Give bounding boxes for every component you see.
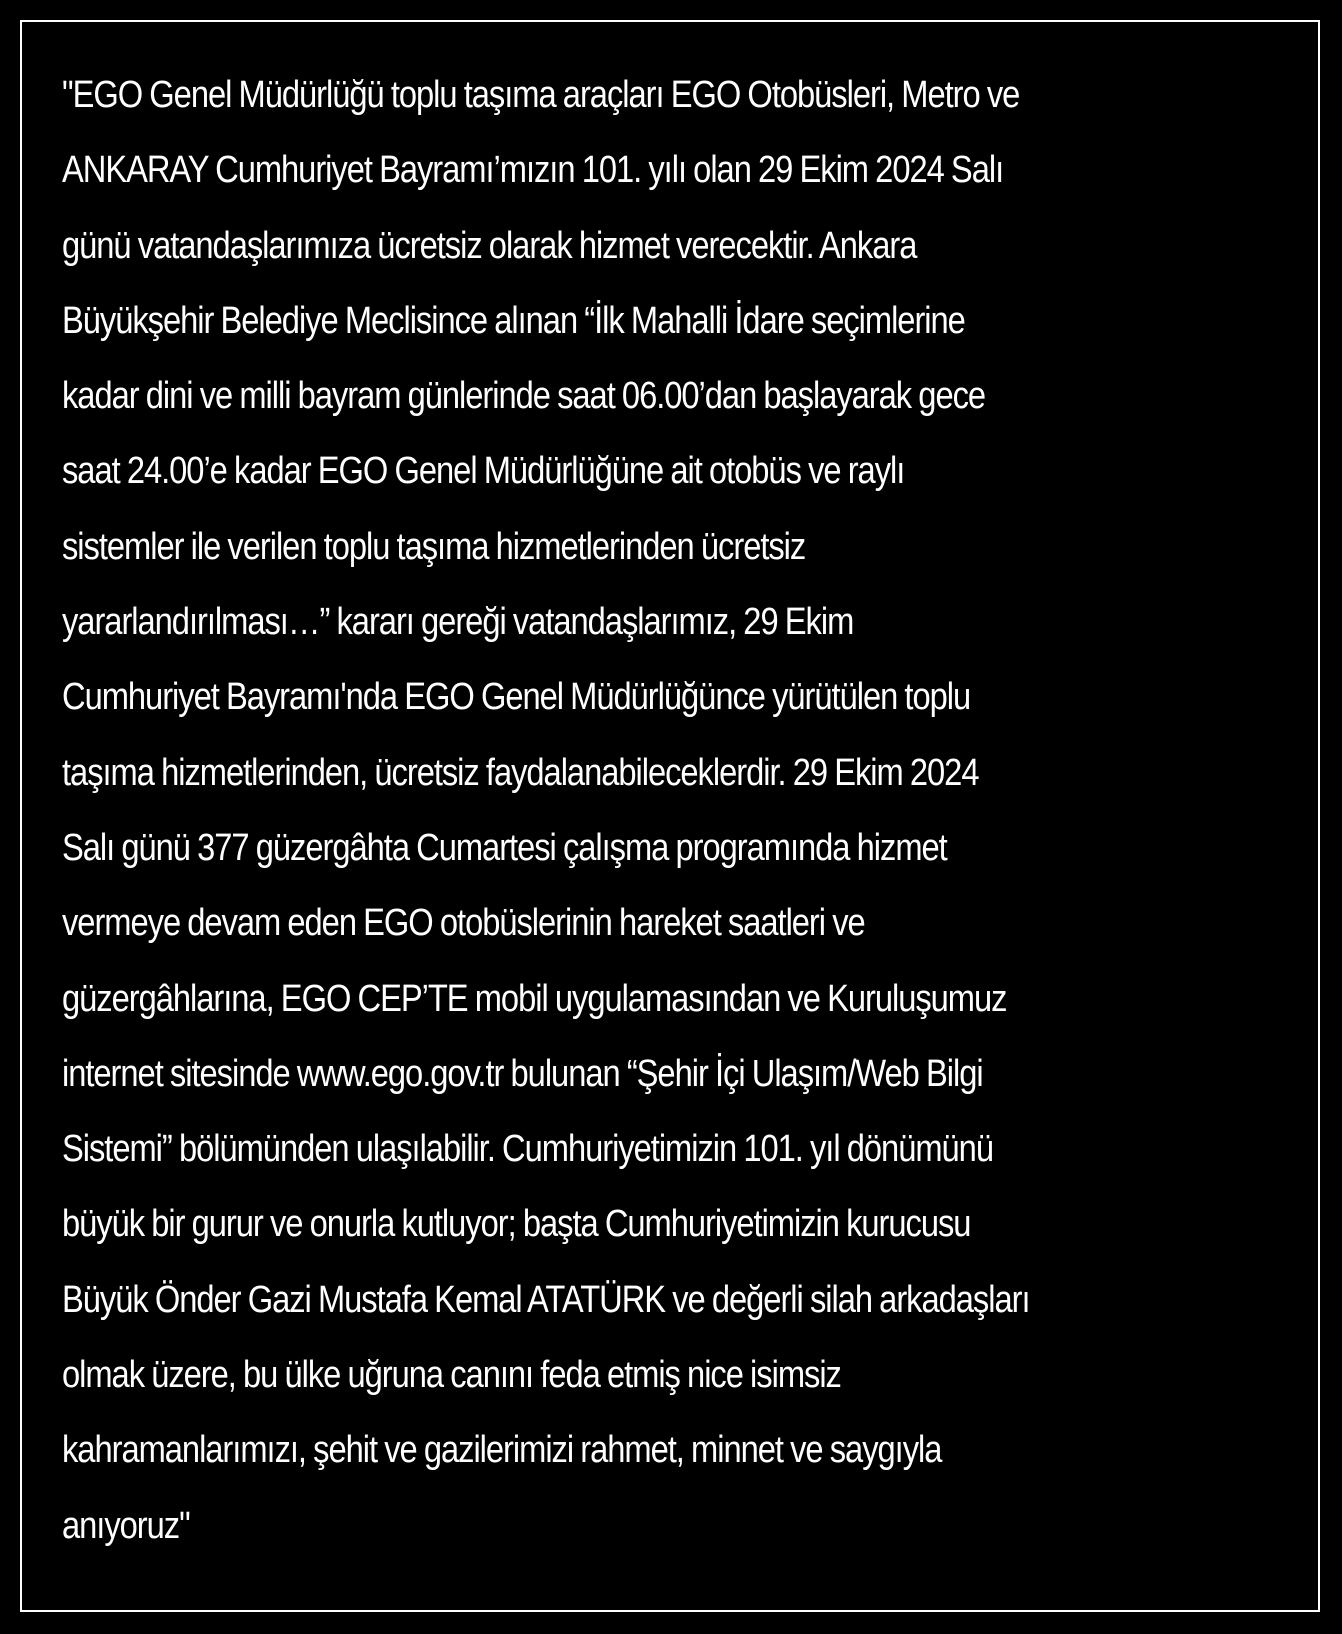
statement-line: Sistemi” bölümünden ulaşılabilir. Cumhuriyetimizin 101. yıl dönümünü — [62, 1128, 993, 1171]
statement-line: olmak üzere, bu ülke uğruna canını feda etmiş nice isimsiz — [62, 1354, 841, 1397]
statement-text — [62, 58, 1120, 1564]
statement-line: yararlandırılması…” kararı gereği vatandaşlarımız, 29 Ekim — [62, 601, 854, 644]
statement-line: Salı günü 377 güzergâhta Cumartesi çalışma programında hizmet — [62, 826, 947, 869]
statement-line: saat 24.00’e kadar EGO Genel Müdürlüğüne ait otobüs ve raylı — [62, 450, 905, 493]
statement-line: sistemler ile verilen toplu taşıma hizmetlerinden ücretsiz — [62, 525, 806, 568]
statement-line: internet sitesinde www.ego.gov.tr bulunan “Şehir İçi Ulaşım/Web Bilgi — [62, 1052, 983, 1095]
statement-line: kahramanlarımızı, şehit ve gazilerimizi rahmet, minnet ve saygıyla — [62, 1429, 942, 1472]
statement-line: "EGO Genel Müdürlüğü toplu taşıma araçları EGO Otobüsleri, Metro ve — [62, 74, 1020, 116]
statement-line: anıyoruz" — [62, 1504, 190, 1547]
statement-line: büyük bir gurur ve onurla kutluyor; başta Cumhuriyetimizin kurucusu — [62, 1203, 971, 1246]
statement-line: günü vatandaşlarımıza ücretsiz olarak hizmet verecektir. Ankara — [62, 224, 917, 267]
statement-line: taşıma hizmetlerinden, ücretsiz faydalanabileceklerdir. 29 Ekim 2024 — [62, 751, 979, 794]
statement-line: ANKARAY Cumhuriyet Bayramı’mızın 101. yılı olan 29 Ekim 2024 Salı — [62, 149, 1004, 192]
statement-line: Cumhuriyet Bayramı'nda EGO Genel Müdürlüğünce yürütülen toplu — [62, 676, 971, 719]
statement-frame — [20, 20, 1320, 1612]
statement-line: güzergâhlarına, EGO CEP’TE mobil uygulamasından ve Kuruluşumuz — [62, 977, 1007, 1020]
statement-line: Büyük Önder Gazi Mustafa Kemal ATATÜRK ve değerli silah arkadaşları — [62, 1278, 1030, 1321]
statement-line: kadar dini ve milli bayram günlerinde saat 06.00’dan başlayarak gece — [62, 375, 986, 418]
statement-line: Büyükşehir Belediye Meclisince alınan “İlk Mahalli İdare seçimlerine — [62, 299, 965, 342]
statement-line: vermeye devam eden EGO otobüslerinin hareket saatleri ve — [62, 902, 865, 945]
